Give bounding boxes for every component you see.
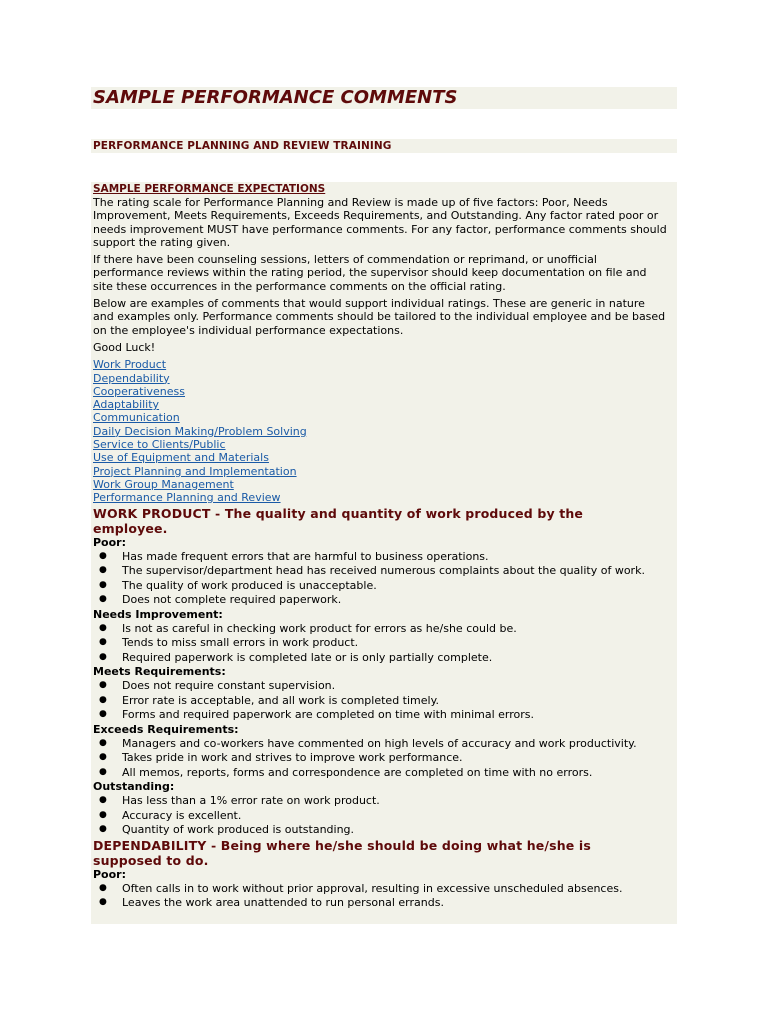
link-service-to-clients[interactable]: Service to Clients/Public: [93, 438, 226, 452]
factor-heading-dependability: DEPENDABILITY - Being where he/she should be doing what he/she is supposed to do.: [93, 837, 591, 868]
list-item-text: The quality of work produced is unacceptable.: [122, 578, 377, 592]
factor-links: [93, 358, 677, 504]
level-label-exceeds-requirements: Exceeds Requirements:: [93, 722, 239, 736]
link-item: [93, 398, 677, 411]
list-item-text: Tends to miss small errors in work product.: [122, 636, 359, 650]
page-subtitle: PERFORMANCE PLANNING AND REVIEW TRAINING: [93, 140, 392, 152]
link-item: [93, 372, 677, 385]
bullet-icon: ●: [99, 897, 107, 908]
bullet-icon: ●: [99, 824, 107, 835]
level-label-meets-requirements: Meets Requirements:: [93, 665, 226, 679]
link-performance-planning[interactable]: Performance Planning and Review: [93, 491, 281, 505]
list-item-text: The supervisor/department head has received numerous complaints about the quality of work.: [122, 564, 645, 578]
list-item: [93, 751, 670, 765]
list-item-text: Required paperwork is completed late or is only partially complete.: [122, 650, 493, 664]
section-heading: SAMPLE PERFORMANCE EXPECTATIONS: [93, 183, 326, 195]
bullet-icon: ●: [99, 809, 107, 820]
bullet-list: [93, 679, 677, 722]
list-item: [93, 766, 670, 780]
link-communication[interactable]: Communication: [93, 411, 180, 425]
level-label-poor: Poor:: [93, 867, 126, 881]
list-item: [93, 882, 670, 896]
list-item: [93, 550, 670, 564]
list-item: [93, 823, 670, 837]
list-item-text: Leaves the work area unattended to run personal errands.: [122, 896, 444, 910]
bullet-list: [93, 882, 677, 910]
link-item: [93, 411, 677, 424]
list-item: [93, 737, 670, 751]
intro-paragraph-3: Below are examples of comments that would support individual ratings. These are generic in nature and examples only. Performance comments should be tailored to the individual employee and be based on the employee's individual performance expectations.: [93, 297, 666, 337]
list-item-text: All memos, reports, forms and correspondence are completed on time with no errors.: [122, 765, 593, 779]
bullet-icon: ●: [99, 550, 107, 561]
link-project-planning[interactable]: Project Planning and Implementation: [93, 464, 297, 478]
link-item: [93, 385, 677, 398]
list-item-text: Is not as careful in checking work product for errors as he/she could be.: [122, 621, 517, 635]
list-item: [93, 651, 670, 665]
level-label-poor: Poor:: [93, 535, 126, 549]
list-item-text: Forms and required paperwork are completed on time with minimal errors.: [122, 708, 535, 722]
link-equipment-materials[interactable]: Use of Equipment and Materials: [93, 451, 269, 465]
link-item: [93, 451, 677, 464]
link-item: [93, 438, 677, 451]
list-item: [93, 896, 670, 910]
intro-paragraph-2: If there have been counseling sessions, letters of commendation or reprimand, or unofficial performance reviews within the rating period, the supervisor should keep documentation on file and site these occurrences in the performance comments on the official rating.: [93, 253, 647, 293]
link-item: [93, 358, 677, 371]
link-item: [93, 425, 677, 438]
list-item-text: Quantity of work produced is outstanding.: [122, 823, 355, 837]
list-item-text: Does not require constant supervision.: [122, 679, 336, 693]
list-item: [93, 794, 670, 808]
list-item: [93, 708, 670, 722]
bullet-icon: ●: [99, 565, 107, 576]
link-item: [93, 478, 677, 491]
bullet-list: [93, 737, 677, 780]
list-item-text: Has less than a 1% error rate on work product.: [122, 794, 380, 808]
list-item-text: Has made frequent errors that are harmful to business operations.: [122, 549, 489, 563]
link-dependability[interactable]: Dependability: [93, 371, 170, 385]
link-work-group-management[interactable]: Work Group Management: [93, 477, 234, 491]
list-item: [93, 636, 670, 650]
list-item: [93, 593, 670, 607]
bullet-icon: ●: [99, 622, 107, 633]
list-item: [93, 694, 670, 708]
bullet-icon: ●: [99, 680, 107, 691]
bullet-icon: ●: [99, 637, 107, 648]
bullet-list: [93, 622, 677, 665]
list-item: [93, 564, 670, 578]
link-decision-making[interactable]: Daily Decision Making/Problem Solving: [93, 424, 307, 438]
bullet-list: [93, 794, 677, 837]
link-item: [93, 491, 677, 504]
factor-heading-work-product: WORK PRODUCT - The quality and quantity of work produced by the employee.: [93, 505, 584, 536]
list-item-text: Managers and co-workers have commented on high levels of accuracy and work productivity.: [122, 736, 637, 750]
list-item-text: Takes pride in work and strives to improve work performance.: [122, 751, 463, 765]
list-item-text: Does not complete required paperwork.: [122, 593, 342, 607]
bullet-icon: ●: [99, 795, 107, 806]
bullet-icon: ●: [99, 882, 107, 893]
list-item-text: Error rate is acceptable, and all work is completed timely.: [122, 693, 440, 707]
good-luck-text: Good Luck!: [93, 340, 156, 354]
page-title: SAMPLE PERFORMANCE COMMENTS: [93, 87, 458, 108]
list-item-text: Often calls in to work without prior approval, resulting in excessive unscheduled absences.: [122, 881, 623, 895]
list-item: [93, 622, 670, 636]
list-item: [93, 579, 670, 593]
title-band: [91, 87, 677, 109]
bullet-icon: ●: [99, 694, 107, 705]
list-item: [93, 679, 670, 693]
level-label-outstanding: Outstanding:: [93, 780, 175, 794]
subtitle-band: [91, 139, 677, 153]
main-content: [91, 182, 677, 924]
bullet-icon: ●: [99, 709, 107, 720]
list-item: [93, 809, 670, 823]
bullet-icon: ●: [99, 579, 107, 590]
bullet-icon: ●: [99, 594, 107, 605]
link-work-product[interactable]: Work Product: [93, 358, 167, 372]
link-cooperativeness[interactable]: Cooperativeness: [93, 384, 186, 398]
level-label-needs-improvement: Needs Improvement:: [93, 607, 223, 621]
intro-paragraph-1: The rating scale for Performance Planning and Review is made up of five factors: Poor, Needs Improvement, Meets Requirements, Exceeds Requirements, and Outstanding. Any factor rated poor or needs improvement MUST have performance comments. For any factor, performance comments should support the rating given.: [93, 196, 667, 249]
list-item-text: Accuracy is excellent.: [122, 808, 242, 822]
bullet-icon: ●: [99, 737, 107, 748]
bullet-icon: ●: [99, 651, 107, 662]
bullet-list: [93, 550, 677, 607]
bullet-icon: ●: [99, 766, 107, 777]
bullet-icon: ●: [99, 752, 107, 763]
link-adaptability[interactable]: Adaptability: [93, 398, 160, 412]
link-item: [93, 465, 677, 478]
